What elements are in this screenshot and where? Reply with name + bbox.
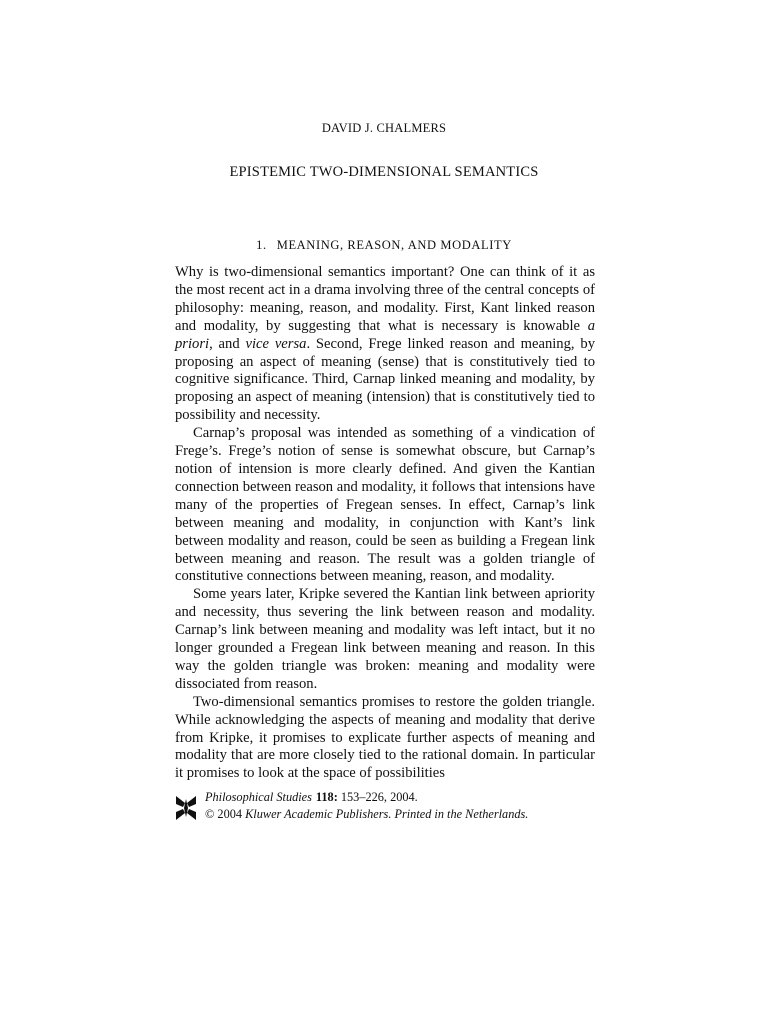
publisher-logo-icon [175,793,197,823]
paragraph-4: Two-dimensional semantics promises to restore the golden triangle. While acknowledging the aspects of meaning and modality that derive from Kripke, it promises to explicate further aspects of meaning and modality that are more closely tied to the rational domain. In particular it promises to look at the space of possibilities [175,693,595,782]
author-name: DAVID J. CHALMERS [321,121,447,135]
copyright-line [205,806,528,823]
paragraph-1-text-c: . Second, Frege linked reason and meaning, by proposing an aspect of meaning (sense) that is constitutively tied to cognitive significance. Third, Carnap linked meaning and modality, by proposing an aspect of meaning (intension) that is constitutively tied to possibility and necessity. [175,335,595,424]
pages-year: 153–226, 2004. [340,790,418,804]
publication-footer [175,789,595,829]
citation-line [205,789,528,806]
paragraph-1 [175,264,595,425]
emphasis-vice-versa: vice versa [245,335,307,352]
paragraph-1-text-b: , and [209,335,246,352]
citation-block [205,789,528,823]
paragraph-2: Carnap’s proposal was intended as something of a vindication of Frege’s. Frege’s notion of sense is somewhat obscure, but Carnap’s notion of intension is more clearly defined. And given the Kantian connection between reason and modality, it follows that intensions have many of the properties of Fregean senses. In effect, Carnap’s link between meaning and modality, in conjunction with Kant’s link between modality and reason, could be seen as building a Fregean link between meaning and reason. The result was a golden triangle of constitutive connections between meaning, reason, and modality. [175,425,595,585]
paper-title: EPISTEMIC TWO-DIMENSIONAL SEMANTICS [229,164,539,180]
section-title: MEANING, REASON, AND MODALITY [276,238,512,252]
publisher-text: Kluwer Academic Publishers. Printed in the Netherlands. [245,807,529,821]
emphasis-a-priori: a priori [175,317,595,352]
body-text [175,264,595,783]
section-number: 1. [256,238,267,252]
paragraph-3: Some years later, Kripke severed the Kantian link between apriority and necessity, thus severing the link between reason and modality. Carnap’s link between meaning and modality was left intact, but it no longer grounded a Fregean link between meaning and reason. In this way the golden triangle was broken: meaning and modality were dissociated from reason. [175,586,595,692]
copyright-text: © 2004 [205,807,246,821]
journal-volume: 118: [315,790,338,804]
journal-name: Philosophical Studies [205,790,312,804]
section-heading [0,238,768,253]
paragraph-1-text-a: Why is two-dimensional semantics important? One can think of it as the most recent act in a drama involving three of the central concepts of philosophy: meaning, reason, and modality. First, Kant linked reason and modality, by suggesting that what is necessary is knowable [175,264,595,334]
